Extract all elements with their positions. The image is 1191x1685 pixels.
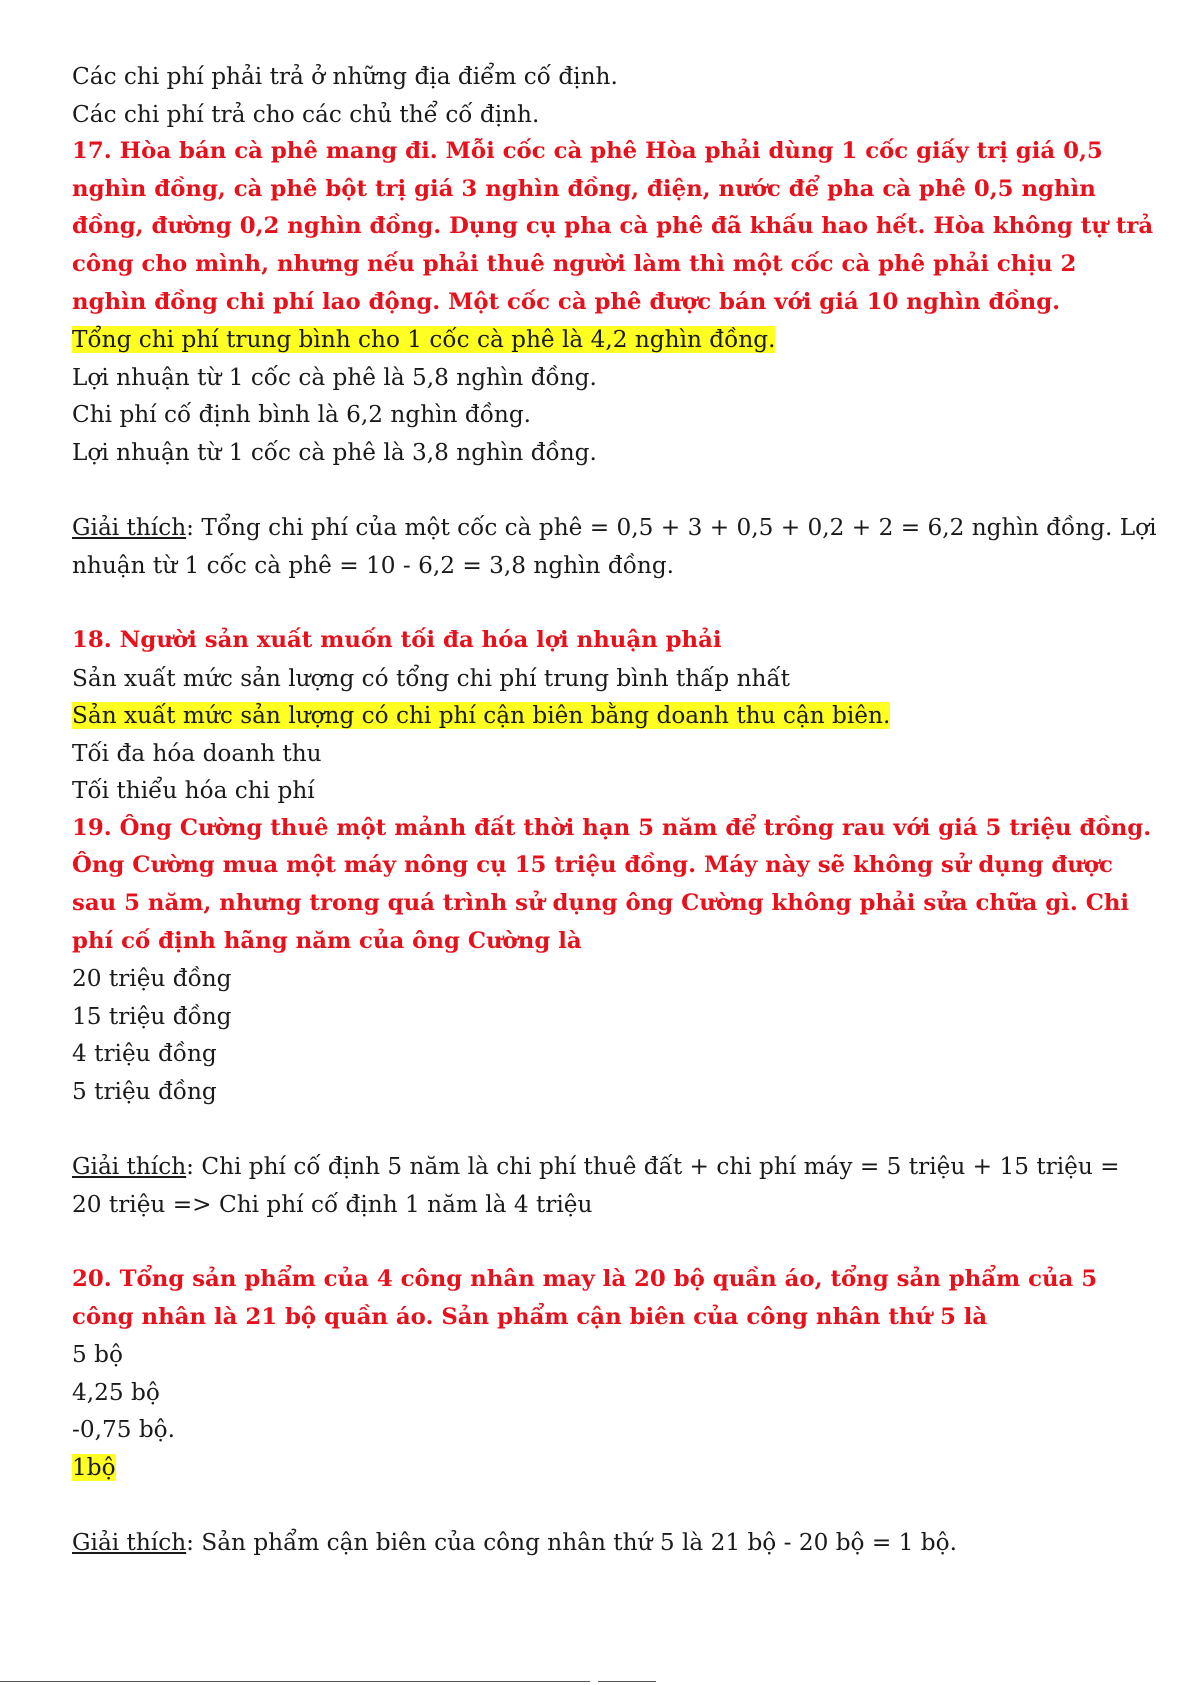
answer-option: Các chi phí phải trả ở những địa điểm cố định.: [72, 63, 618, 90]
answer-option: Chi phí cố định bình là 6,2 nghìn đồng.: [72, 401, 532, 429]
question-19: [72, 810, 1152, 960]
question-line: phí cố định hãng năm của ông Cường là: [72, 927, 582, 954]
correct-answer: Tổng chi phí trung bình cho 1 cốc cà phê là 4,2 nghìn đồng.: [72, 326, 776, 354]
explanation-text: : Sản phẩm cận biên của công nhân thứ 5 là 21 bộ - 20 bộ = 1 bộ.: [186, 1529, 957, 1557]
question-line: nghìn đồng chi phí lao động. Một cốc cà phê được bán với giá 10 nghìn đồng.: [72, 288, 1061, 315]
answer-option: 5 triệu đồng: [72, 1078, 217, 1106]
explanation-text: : Chi phí cố định 5 năm là chi phí thuê đất + chi phí máy = 5 triệu + 15 triệu =: [186, 1153, 1120, 1181]
question-line: công nhân là 21 bộ quần áo. Sản phẩm cận biên của công nhân thứ 5 là: [72, 1303, 988, 1330]
answer-option: Tối thiểu hóa chi phí: [72, 777, 315, 805]
explanation: [72, 509, 1157, 547]
question-line: sau 5 năm, nhưng trong quá trình sử dụng ông Cường không phải sửa chữa gì. Chi: [72, 890, 1130, 917]
question-20: [72, 1261, 1112, 1336]
question-line: 17. Hòa bán cà phê mang đi. Mỗi cốc cà phê Hòa phải dùng 1 cốc giấy trị giá 0,5: [72, 138, 1103, 165]
footer-divider: [0, 1681, 590, 1682]
answer-option: Sản xuất mức sản lượng có tổng chi phí trung bình thấp nhất: [72, 664, 790, 692]
explanation-label: Giải thích: [72, 1529, 187, 1557]
question-line: 19. Ông Cường thuê một mảnh đất thời hạn 5 năm để trồng rau với giá 5 triệu đồng.: [72, 814, 1152, 841]
answer-option: 4,25 bộ: [72, 1378, 160, 1406]
explanation: [72, 1148, 1120, 1186]
question-line: 20. Tổng sản phẩm của 4 công nhân may là 20 bộ quần áo, tổng sản phẩm của 5: [72, 1266, 1098, 1292]
answer-option: Các chi phí trả cho các chủ thể cố định.: [72, 100, 540, 128]
question-line: Ông Cường mua một máy nông cụ 15 triệu đồng. Máy này sẽ không sử dụng được: [72, 852, 1113, 879]
answer-option: 15 triệu đồng: [72, 1002, 232, 1030]
answer-option: Lợi nhuận từ 1 cốc cà phê là 5,8 nghìn đồng.: [72, 363, 597, 391]
answer-option: Tối đa hóa doanh thu: [72, 739, 322, 767]
answer-option: 4 triệu đồng: [72, 1040, 217, 1068]
question-18: [72, 622, 1112, 660]
question-line: công cho mình, nhưng nếu phải thuê người làm thì một cốc cà phê phải chịu 2: [72, 250, 1077, 277]
answer-option: Lợi nhuận từ 1 cốc cà phê là 3,8 nghìn đồng.: [72, 438, 597, 466]
correct-answer: Sản xuất mức sản lượng có chi phí cận biên bằng doanh thu cận biên.: [72, 702, 891, 730]
question-line: đồng, đường 0,2 nghìn đồng. Dụng cụ pha cà phê đã khấu hao hết. Hòa không tự trả: [72, 213, 1154, 240]
explanation-label: Giải thích: [72, 514, 187, 542]
answer-option: 20 triệu đồng: [72, 965, 232, 993]
explanation: [72, 1524, 1112, 1562]
question-17: [72, 133, 1154, 321]
document-page: [72, 58, 1157, 1562]
explanation-text: nhuận từ 1 cốc cà phê = 10 - 6,2 = 3,8 nghìn đồng.: [72, 551, 675, 579]
question-line: nghìn đồng, cà phê bột trị giá 3 nghìn đồng, điện, nước để pha cà phê 0,5 nghìn: [72, 175, 1096, 202]
answer-option: 5 bộ: [72, 1341, 123, 1369]
answer-option: -0,75 bộ.: [72, 1416, 176, 1444]
correct-answer: 1bộ: [72, 1453, 116, 1481]
footer-divider: [598, 1681, 656, 1682]
explanation-text: 20 triệu => Chi phí cố định 1 năm là 4 triệu: [72, 1190, 593, 1218]
question-line: 18. Người sản xuất muốn tối đa hóa lợi nhuận phải: [72, 626, 722, 653]
explanation-text: : Tổng chi phí của một cốc cà phê = 0,5 + 3 + 0,5 + 0,2 + 2 = 6,2 nghìn đồng. Lợi: [186, 514, 1157, 542]
explanation-label: Giải thích: [72, 1153, 187, 1181]
